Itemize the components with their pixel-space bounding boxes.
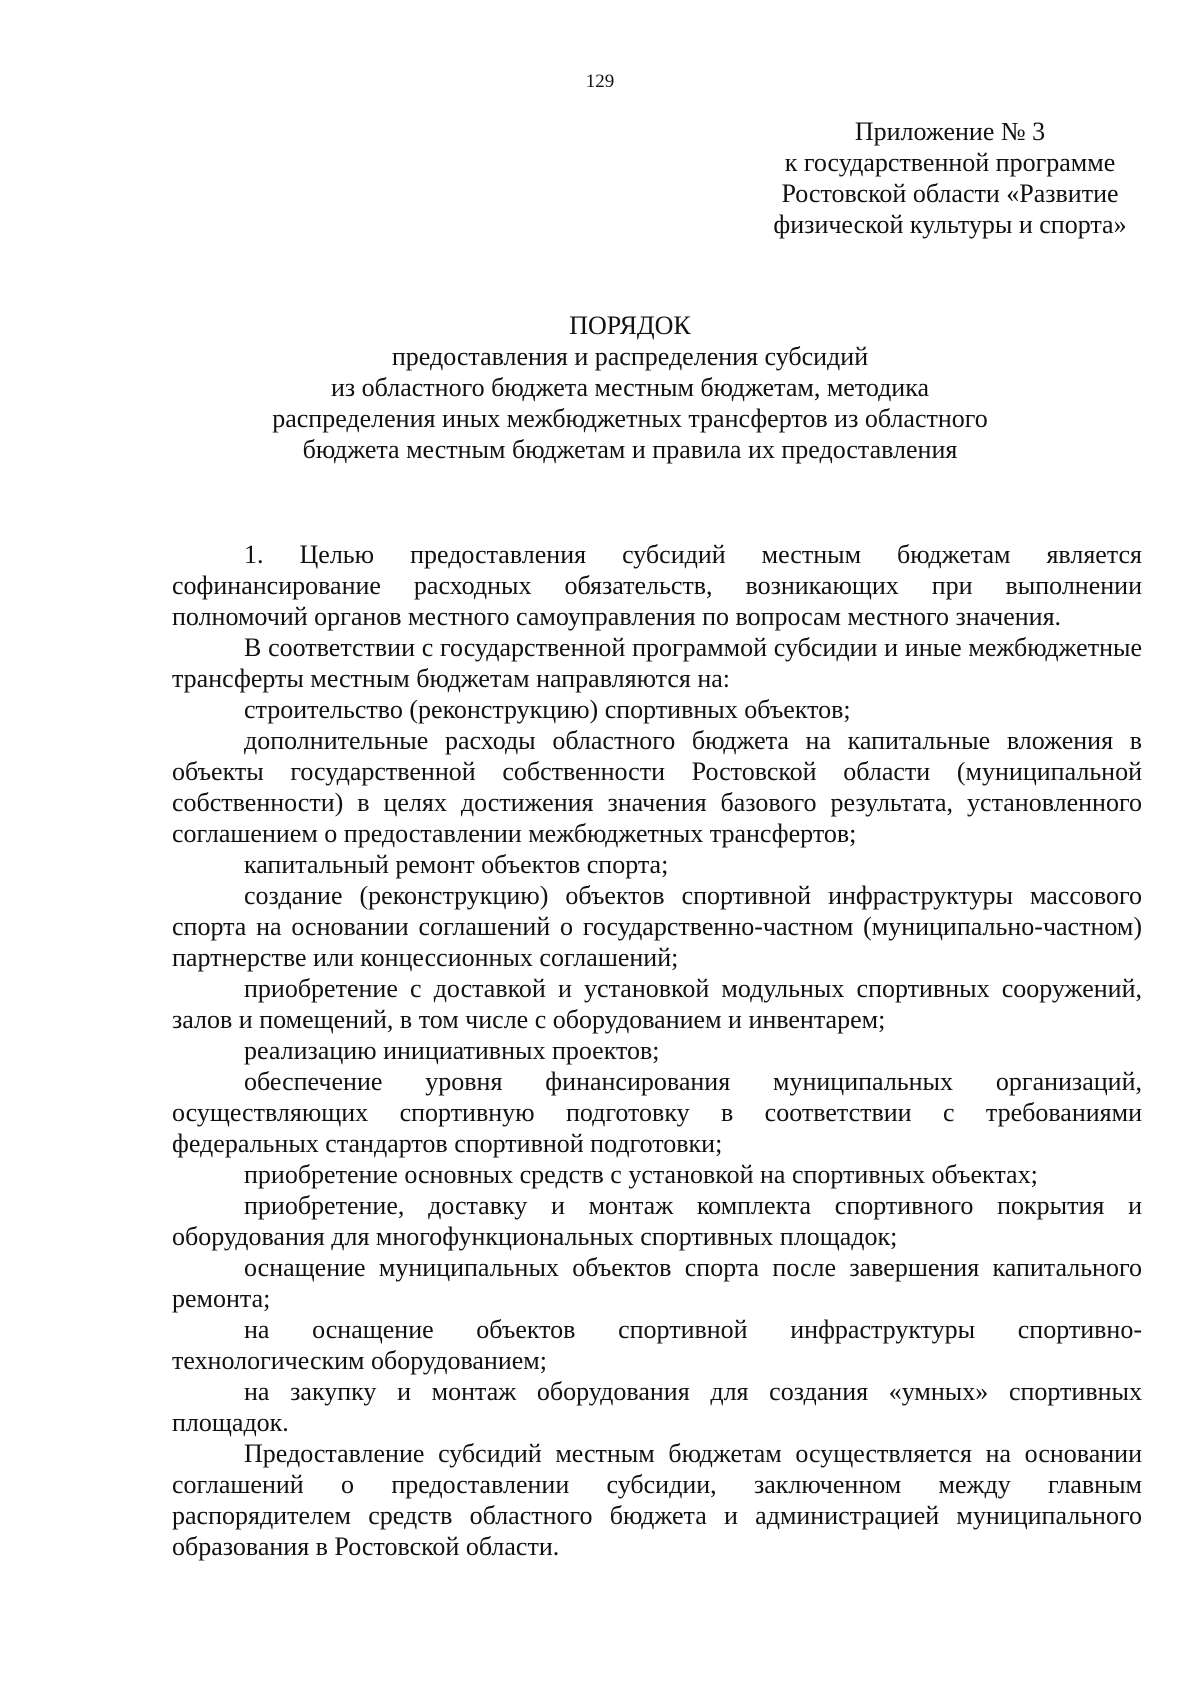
document-body bbox=[172, 539, 1142, 1562]
document-title bbox=[160, 310, 1100, 465]
paragraph-intro: В соответствии с государственной программой субсидии и иные межбюджетные трансферты местным бюджетам направляются на: bbox=[172, 633, 1142, 693]
appendix-line: к государственной программе bbox=[784, 148, 1116, 177]
paragraph-purpose: 1. Целью предоставления субсидий местным бюджетам является софинансирование расходных обязательств, возникающих при выполнении полномочий органов местного самоуправления по вопросам местного значения. bbox=[172, 540, 1142, 631]
title-line: распределения иных межбюджетных трансфертов из областного bbox=[272, 404, 988, 433]
list-item: создание (реконструкцию) объектов спортивной инфраструктуры массового спорта на основании соглашений о государственно-частном (муниципально-частном) партнерстве или концессионных соглашений; bbox=[172, 881, 1142, 972]
appendix-line: физической культуры и спорта» bbox=[773, 210, 1127, 239]
page-number: 129 bbox=[585, 71, 615, 92]
list-item: приобретение, доставку и монтаж комплекта спортивного покрытия и оборудования для многофункциональных спортивных площадок; bbox=[172, 1191, 1142, 1251]
title-line: из областного бюджета местным бюджетам, методика bbox=[330, 373, 929, 402]
list-item: капитальный ремонт объектов спорта; bbox=[244, 850, 669, 879]
paragraph-agreement: Предоставление субсидий местным бюджетам осуществляется на основании соглашений о предоставлении субсидии, заключенном между главным распорядителем средств областного бюджета и администрацией муниципального образования в Ростовской области. bbox=[172, 1439, 1142, 1561]
list-item: приобретение с доставкой и установкой модульных спортивных сооружений, залов и помещений, в том числе с оборудованием и инвентарем; bbox=[172, 974, 1142, 1034]
list-item: на оснащение объектов спортивной инфраструктуры спортивно-технологическим оборудованием; bbox=[172, 1315, 1142, 1375]
appendix-line: Приложение № 3 bbox=[854, 117, 1046, 146]
title-line: предоставления и распределения субсидий bbox=[391, 342, 869, 371]
list-item: строительство (реконструкцию) спортивных объектов; bbox=[244, 695, 851, 724]
list-item: оснащение муниципальных объектов спорта после завершения капитального ремонта; bbox=[172, 1253, 1142, 1313]
title-heading: ПОРЯДОК bbox=[569, 311, 691, 340]
list-item: приобретение основных средств с установкой на спортивных объектах; bbox=[244, 1160, 1038, 1189]
list-item: реализацию инициативных проектов; bbox=[244, 1036, 660, 1065]
list-item: обеспечение уровня финансирования муниципальных организаций, осуществляющих спортивную подготовку в соответствии с требованиями федеральных стандартов спортивной подготовки; bbox=[172, 1067, 1142, 1158]
appendix-line: Ростовской области «Развитие bbox=[781, 179, 1119, 208]
title-line: бюджета местным бюджетам и правила их предоставления bbox=[302, 435, 958, 464]
appendix-header bbox=[700, 116, 1200, 240]
list-item: на закупку и монтаж оборудования для создания «умных» спортивных площадок. bbox=[172, 1377, 1142, 1437]
list-item: дополнительные расходы областного бюджета на капитальные вложения в объекты государственной собственности Ростовской области (муниципальной собственности) в целях достижения значения базового результата, установленного соглашением о предоставлении межбюджетных трансфертов; bbox=[172, 726, 1142, 848]
